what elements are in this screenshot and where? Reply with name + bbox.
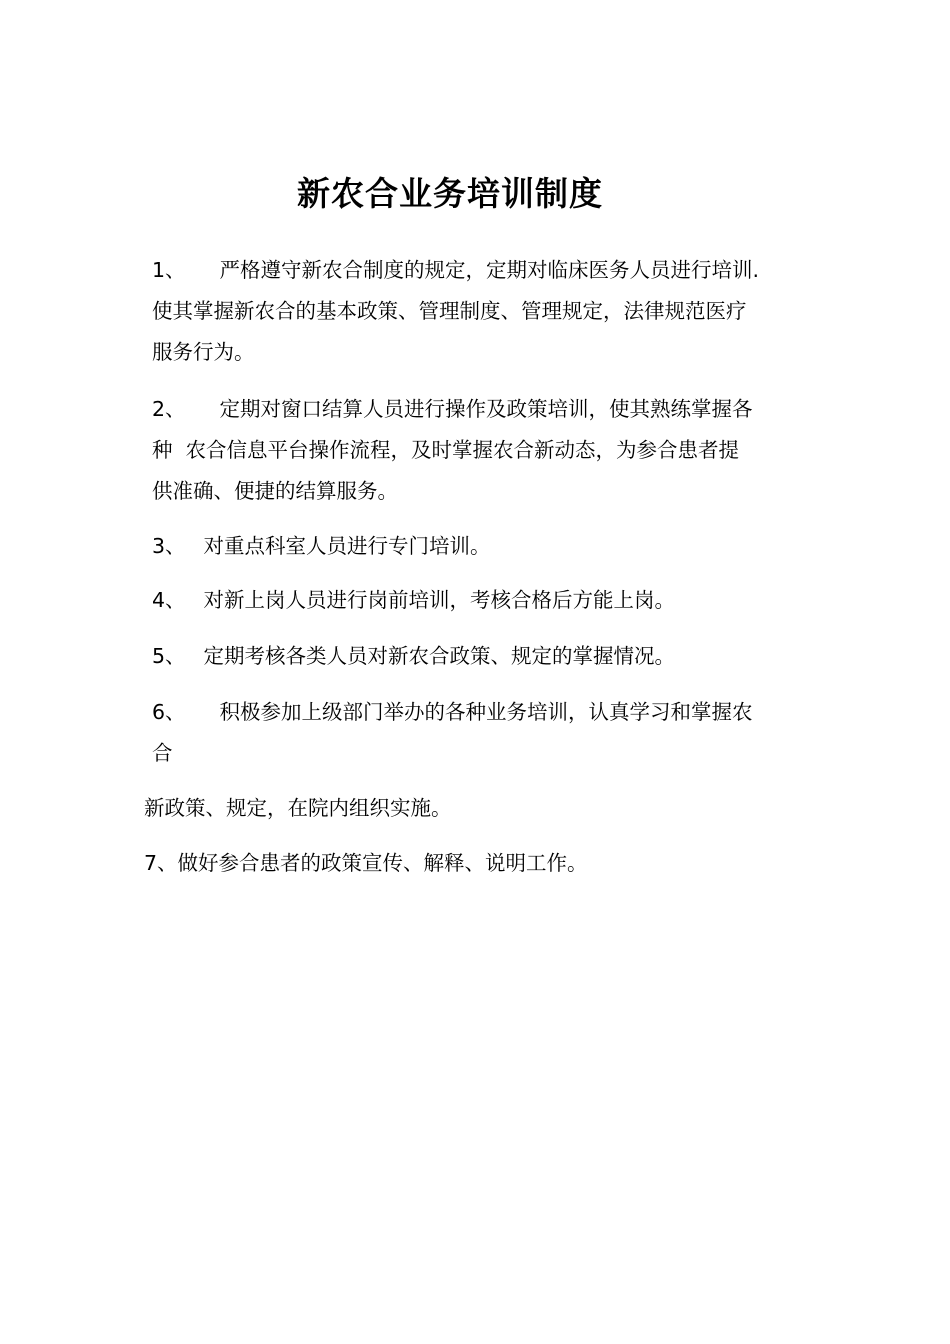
list-item-6-line-2: 合 — [152, 741, 173, 765]
list-item-3-number: 3、 — [152, 534, 186, 558]
list-item-2-number: 2、 — [152, 397, 186, 421]
list-item-4-text: 对新上岗人员进行岗前培训，考核合格后方能上岗。 — [203, 588, 676, 612]
continuation-text: 新政策、规定，在院内组织实施。 — [144, 796, 452, 820]
list-item-6 — [152, 692, 812, 774]
list-item-5-text: 定期考核各类人员对新农合政策、规定的掌握情况。 — [203, 644, 676, 668]
list-item-2-line-2: 种 农合信息平台操作流程，及时掌握农合新动态，为参合患者提 — [152, 438, 740, 462]
list-item-3-text: 对重点科室人员进行专门培训。 — [203, 534, 491, 558]
list-item-2-line-1 — [152, 389, 812, 430]
list-item-1-text: 严格遵守新农合制度的规定，定期对临床医务人员进行培训. — [219, 258, 760, 282]
list-item-7-text: 做好参合患者的政策宣传、解释、说明工作。 — [177, 851, 588, 875]
list-item-7-number: 7、 — [144, 851, 178, 875]
list-item-5 — [152, 636, 812, 677]
list-item-1-line-2: 使其掌握新农合的基本政策、管理制度、管理规定，法律规范医疗 — [152, 299, 747, 323]
list-item-1 — [152, 250, 812, 373]
list-item-2 — [152, 389, 812, 512]
list-item-2-text: 定期对窗口结算人员进行操作及政策培训，使其熟练掌握各 — [219, 397, 753, 421]
list-item-1-number: 1、 — [152, 258, 186, 282]
list-item-4 — [152, 580, 812, 621]
document-title: 新农合业务培训制度 — [297, 174, 603, 213]
list-item-1-line-3: 服务行为。 — [152, 340, 255, 364]
list-item-6-number: 6、 — [152, 700, 186, 724]
list-item-6-text: 积极参加上级部门举办的各种业务培训，认真学习和掌握农 — [219, 700, 753, 724]
list-item-2-line-3: 供准确、便捷的结算服务。 — [152, 479, 398, 503]
list-item-1-line-1 — [152, 250, 812, 291]
list-item-4-number: 4、 — [152, 588, 186, 612]
list-item-6-line-1 — [152, 692, 812, 733]
list-item-7 — [144, 843, 814, 884]
list-item-5-number: 5、 — [152, 644, 186, 668]
list-item-3 — [152, 526, 812, 567]
